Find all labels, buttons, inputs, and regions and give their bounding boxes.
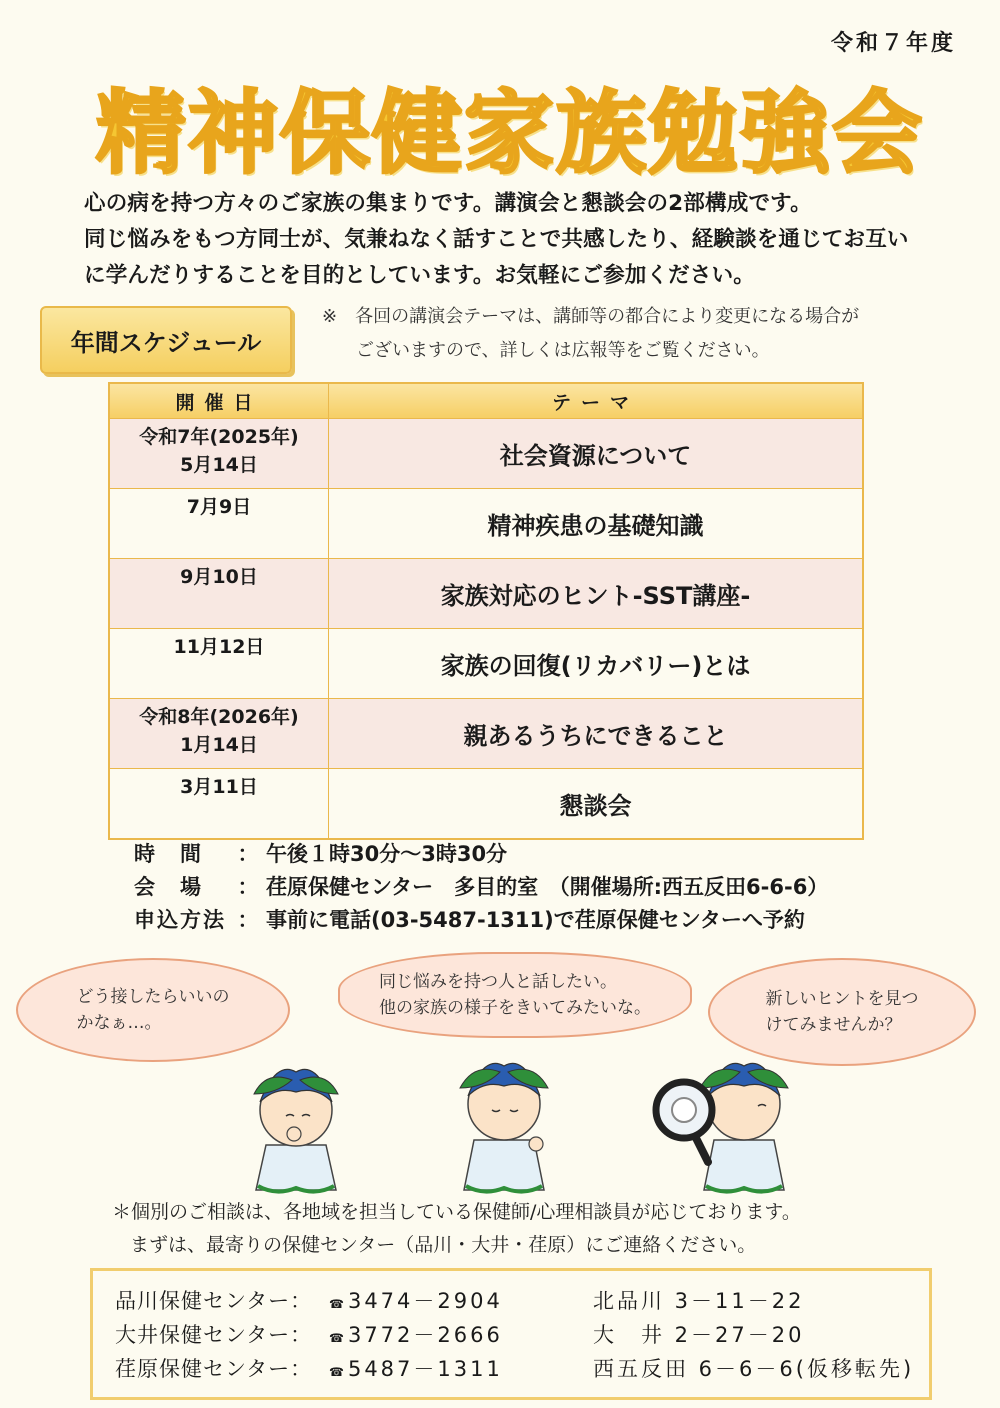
header-date: 開催日	[109, 383, 329, 419]
contact-row	[115, 1353, 914, 1383]
date-line: 5月14日	[180, 454, 258, 476]
consultation-note	[112, 1196, 801, 1262]
date-line: 11月12日	[173, 636, 265, 658]
center-name: 荏原保健センター：	[115, 1357, 313, 1381]
table-row	[109, 489, 863, 559]
schedule-table	[108, 382, 864, 840]
theme-cell: 親あるうちにできること	[329, 699, 864, 769]
center-phone	[329, 1353, 593, 1383]
date-cell	[109, 489, 329, 559]
center-address: 大 井 2－27－20	[593, 1323, 805, 1347]
theme-cell: 家族対応のヒント-SST講座-	[329, 559, 864, 629]
time-label: 時 間	[134, 842, 203, 866]
table-row	[109, 629, 863, 699]
date-line: 令和8年(2026年)	[139, 706, 299, 728]
phone-number: 3474－2904	[347, 1289, 503, 1313]
center-phone	[329, 1319, 593, 1349]
mascot-pondering-illustration	[440, 1040, 570, 1200]
center-address: 北品川 3－11－22	[593, 1289, 805, 1313]
date-cell	[109, 769, 329, 840]
note-line: ございますので、詳しくは広報等をご覧ください。	[356, 340, 770, 361]
schedule-note	[322, 300, 859, 368]
theme-cell: 懇談会	[329, 769, 864, 840]
intro-text	[84, 186, 964, 294]
center-name: 大井保健センター：	[115, 1323, 313, 1347]
center-address: 西五反田 6－6－6(仮移転先)	[593, 1357, 915, 1381]
mascot-thinking-illustration	[236, 1050, 356, 1200]
center-name: 品川保健センター：	[115, 1289, 313, 1313]
phone-number: 5487－1311	[347, 1357, 503, 1381]
phone-icon: ☎	[329, 1297, 344, 1311]
separator: ：	[237, 908, 259, 932]
contact-row	[115, 1285, 804, 1315]
bubble-line: 同じ悩みを持つ人と話したい。	[379, 972, 617, 992]
apply-label: 申込方法	[134, 908, 226, 932]
bubble-line: けてみませんか？	[765, 1015, 902, 1035]
schedule-label: 年間スケジュール	[40, 306, 292, 374]
phone-icon: ☎	[329, 1365, 344, 1379]
header-theme: テーマ	[329, 383, 864, 419]
time-value: 午後１時30分～3時30分	[266, 842, 508, 866]
contact-box	[90, 1268, 932, 1400]
venue-label: 会 場	[134, 875, 203, 899]
separator: ：	[237, 842, 259, 866]
speech-bubble	[16, 958, 290, 1062]
date-cell	[109, 629, 329, 699]
bubble-line: 新しいヒントを見つ	[765, 989, 919, 1009]
bubble-line: どう接したらいいの	[76, 987, 230, 1007]
table-row	[109, 559, 863, 629]
apply-value: 事前に電話(03-5487-1311)で荏原保健センターへ予約	[266, 908, 805, 932]
consult-line: まずは、最寄りの保健センター（品川・大井・荏原）にご連絡ください。	[130, 1234, 757, 1256]
theme-cell: 社会資源について	[329, 419, 864, 489]
speech-bubble	[338, 952, 692, 1038]
phone-number: 3772－2666	[347, 1323, 503, 1347]
table-row	[109, 699, 863, 769]
intro-line: 心の病を持つ方々のご家族の集まりです。講演会と懇談会の2部構成です。	[84, 191, 812, 216]
contact-row	[115, 1319, 804, 1349]
page-title: 精神保健家族勉強会	[96, 81, 924, 186]
date-cell	[109, 419, 329, 489]
consult-line: ＊個別のご相談は、各地域を担当している保健師/心理相談員が応じております。	[112, 1201, 801, 1223]
event-details	[134, 838, 828, 937]
table-row	[109, 419, 863, 489]
date-cell	[109, 559, 329, 629]
venue-row	[134, 871, 828, 904]
intro-line: 同じ悩みをもつ方同士が、気兼ねなく話すことで共感したり、経験談を通じてお互い	[84, 227, 909, 252]
phone-icon: ☎	[329, 1331, 344, 1345]
center-phone	[329, 1285, 593, 1315]
table-row	[109, 769, 863, 840]
mascot-magnifier-illustration	[650, 1040, 810, 1200]
date-line: 7月9日	[186, 496, 252, 518]
date-cell	[109, 699, 329, 769]
bubble-line: 他の家族の様子をきいてみたいな。	[379, 998, 651, 1018]
bubble-line: かなぁ…。	[76, 1013, 162, 1033]
date-line: 1月14日	[180, 734, 258, 756]
intro-line: に学んだりすることを目的としています。お気軽にご参加ください。	[84, 263, 755, 288]
time-row	[134, 838, 828, 871]
date-line: 9月10日	[180, 566, 258, 588]
date-line: 3月11日	[180, 776, 258, 798]
separator: ：	[237, 875, 259, 899]
venue-value: 荏原保健センター 多目的室 （開催場所:西五反田6-6-6）	[266, 875, 829, 899]
note-line: ※ 各回の講演会テーマは、講師等の都合により変更になる場合が	[322, 306, 860, 327]
apply-row	[134, 904, 828, 937]
fiscal-year: 令和７年度	[830, 31, 956, 56]
theme-cell: 精神疾患の基礎知識	[329, 489, 864, 559]
date-line: 令和7年(2025年)	[139, 426, 299, 448]
theme-cell: 家族の回復(リカバリー)とは	[329, 629, 864, 699]
